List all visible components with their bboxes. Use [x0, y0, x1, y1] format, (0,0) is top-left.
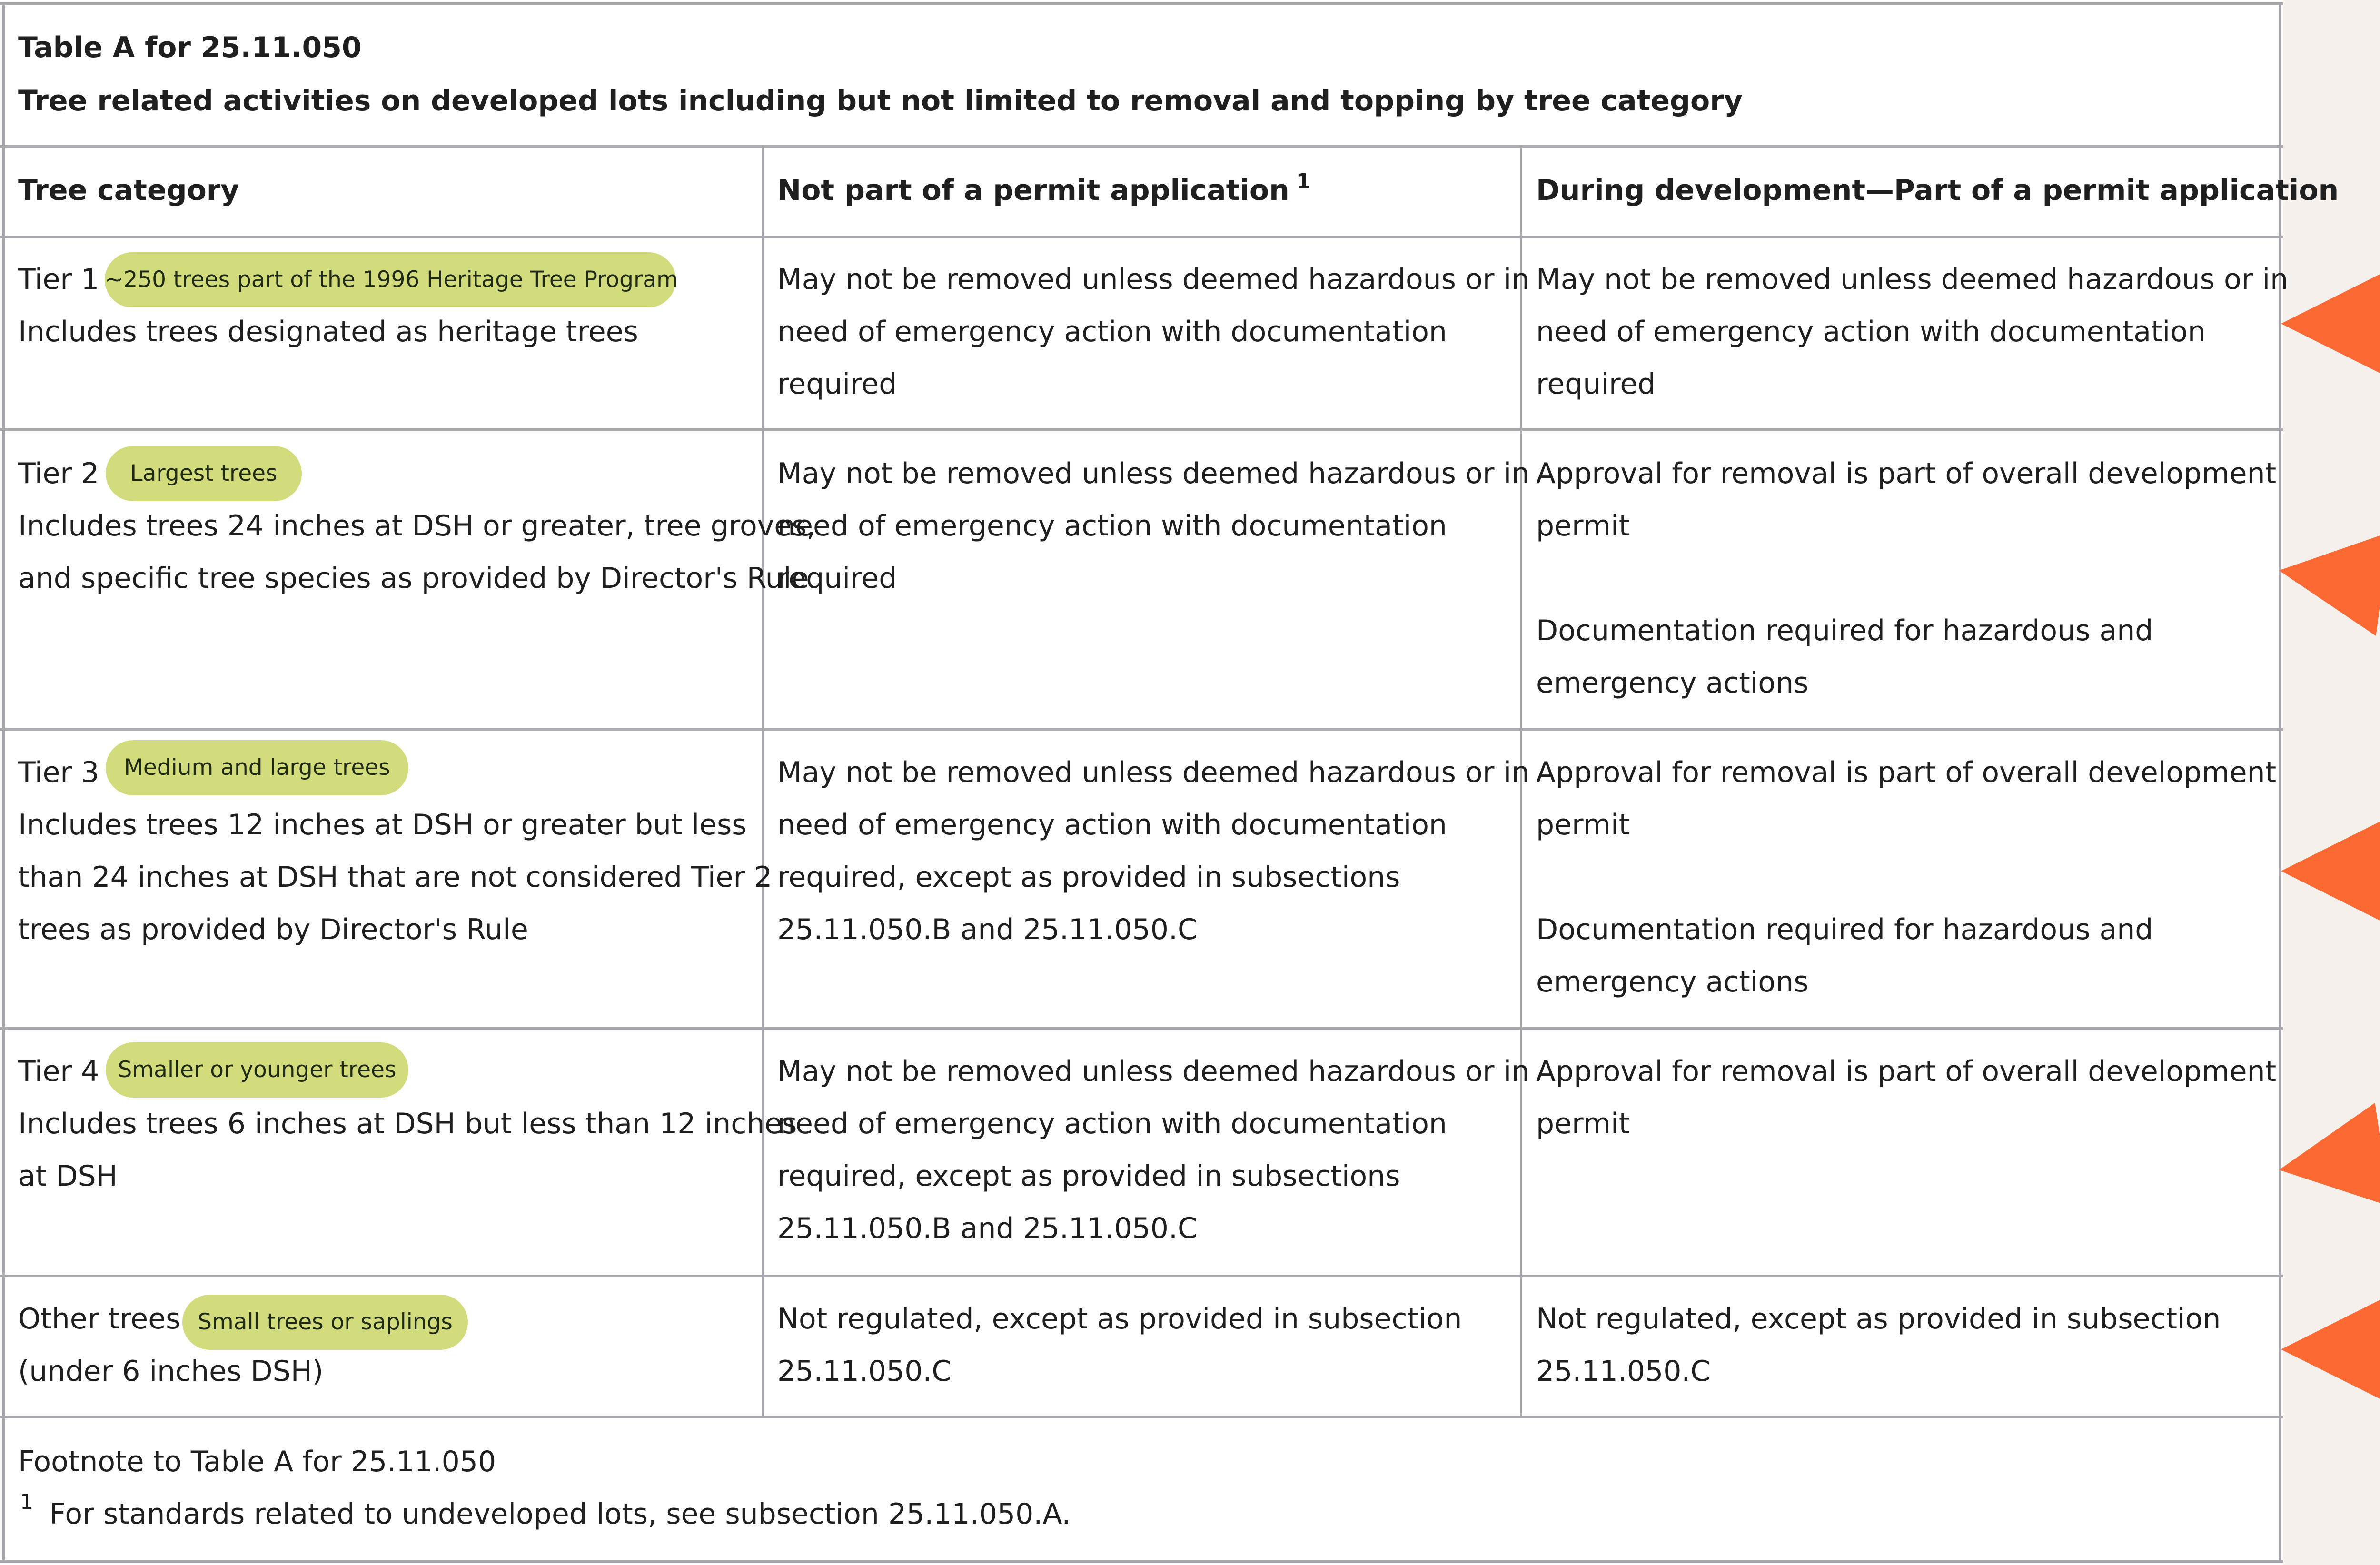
- other-trees-development-text: Not regulated, except as provided in subsection: [1536, 1302, 2221, 1336]
- tier-1-label: Tier 1: [18, 263, 99, 296]
- tier-4-not-permit-text: required, except as provided in subsections: [777, 1159, 1400, 1193]
- tier-4-description: Includes trees 6 inches at DSH but less than 12 inches: [18, 1107, 797, 1140]
- tier-3-not-permit-text: 25.11.050.B and 25.11.050.C: [777, 913, 1198, 946]
- header-footnote-marker: 1: [1296, 169, 1311, 194]
- tier-3-development-text: emergency actions: [1536, 965, 1809, 999]
- tier-3-description: trees as provided by Director's Rule: [18, 913, 528, 946]
- tier-1-development-text: required: [1536, 367, 1656, 401]
- tier-1-development-text: May not be removed unless deemed hazardous or in: [1536, 263, 2289, 296]
- tier-2-not-permit-text: May not be removed unless deemed hazardous or in: [777, 457, 1530, 490]
- tier-2-badge: Largest trees: [106, 446, 302, 501]
- tier-2-not-permit-text: required: [777, 562, 897, 595]
- tier-2-development-text: permit: [1536, 509, 1630, 543]
- tier-4-badge: Smaller or younger trees: [106, 1042, 408, 1098]
- other-trees-badge: Small trees or saplings: [182, 1295, 468, 1350]
- tier-4-not-permit-text: need of emergency action with documentation: [777, 1107, 1447, 1140]
- tier-2-label: Tier 2: [18, 457, 99, 490]
- arrow-tier4: [2320, 981, 2380, 1164]
- tier-1-description: Includes trees designated as heritage trees: [18, 315, 638, 348]
- tier-3-not-permit-text: May not be removed unless deemed hazardous or in: [777, 756, 1530, 789]
- header-not-permit-label: Not part of a permit application: [777, 174, 1289, 207]
- header-during-development: During development—Part of a permit application: [1536, 174, 2339, 207]
- tier-4-development-text: Approval for removal is part of overall development: [1536, 1055, 2277, 1088]
- tier-4-not-permit-text: 25.11.050.B and 25.11.050.C: [777, 1212, 1198, 1245]
- tier-4-description: at DSH: [18, 1159, 118, 1193]
- table-subtitle: Tree related activities on developed lots including but not limited to removal and topping by tree category: [18, 84, 1743, 118]
- header-tree-category: Tree category: [18, 174, 239, 207]
- tier-1-not-permit-text: May not be removed unless deemed hazardous or in: [777, 263, 1530, 296]
- tier-2-development-text: Documentation required for hazardous and: [1536, 614, 2153, 647]
- table-title: Table A for 25.11.050: [18, 31, 362, 64]
- other-trees-not-permit-text: 25.11.050.C: [777, 1355, 952, 1388]
- tier-2-description: Includes trees 24 inches at DSH or greater, tree groves,: [18, 509, 816, 543]
- tier-1-badge: ~250 trees part of the 1996 Heritage Tree Program: [105, 252, 676, 307]
- tier-3-development-text: permit: [1536, 808, 1630, 842]
- other-trees-description: (under 6 inches DSH): [18, 1355, 324, 1388]
- tier-1-not-permit-text: need of emergency action with documentation: [777, 315, 1447, 348]
- other-trees-development-text: 25.11.050.C: [1536, 1355, 1711, 1388]
- tier-3-badge: Medium and large trees: [106, 740, 408, 795]
- tier-2-description: and specific tree species as provided by Director's Rule: [18, 562, 809, 595]
- tier-3-not-permit-text: required, except as provided in subsections: [777, 861, 1400, 894]
- tier-1-not-permit-text: required: [777, 367, 897, 401]
- footnote-marker: 1: [20, 1490, 33, 1514]
- tier-2-development-text: Approval for removal is part of overall development: [1536, 457, 2277, 490]
- tier-2-development-text: emergency actions: [1536, 666, 1809, 700]
- tier-4-development-text: permit: [1536, 1107, 1630, 1140]
- footnote-text: For standards related to undeveloped lots, see subsection 25.11.050.A.: [50, 1497, 1071, 1531]
- arrow-tier2: [2320, 576, 2380, 766]
- other-trees-not-permit-text: Not regulated, except as provided in subsection: [777, 1302, 1462, 1336]
- tier-3-not-permit-text: need of emergency action with documentation: [777, 808, 1447, 842]
- footnote-title: Footnote to Table A for 25.11.050: [18, 1445, 496, 1478]
- tier-1-development-text: need of emergency action with documentation: [1536, 315, 2206, 348]
- tier-4-not-permit-text: May not be removed unless deemed hazardous or in: [777, 1055, 1530, 1088]
- tier-3-label: Tier 3: [18, 756, 99, 789]
- other-trees-label: Other trees: [18, 1302, 181, 1336]
- tier-4-label: Tier 4: [18, 1055, 99, 1088]
- tier-3-description: than 24 inches at DSH that are not considered Tier 2: [18, 861, 773, 894]
- tier-3-description: Includes trees 12 inches at DSH or greater but less: [18, 808, 747, 842]
- tier-3-development-text: Approval for removal is part of overall development: [1536, 756, 2277, 789]
- tier-2-not-permit-text: need of emergency action with documentation: [777, 509, 1447, 543]
- tier-3-development-text: Documentation required for hazardous and: [1536, 913, 2153, 946]
